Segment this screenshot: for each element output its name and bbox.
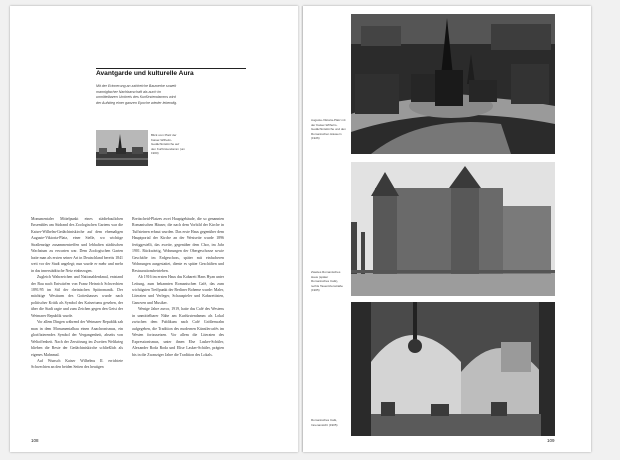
text-column-2 — [132, 216, 224, 438]
aerial-church-photo — [351, 14, 555, 154]
interior-photo-caption: Romanisches Café, Innenansicht (1905) — [311, 418, 338, 427]
lead-paragraph: Mit der Erinnerung an zahlreiche Bauwerke soweit mannigfacher Nachbarschaft als auch im unmittelbaren Umkreis des Kurfürstendamms wird der Aufstieg einer ganzen Epoche wieder lebendig. — [96, 84, 178, 105]
building-photo-caption: Zweites Romanisches Haus (später Romanisches Café), rechts Tauentzienstraße (1905) — [311, 270, 343, 293]
col1-paragraph: Monumentaler Mittelpunkt eines städtebaulichen Ensembles am Südrand des Zoologischen Gartens war die Kaiser-Wilhelm-Gedächtniskirche auf dem ehemaligen Auguste-Viktoria-Platz, einer Stelle, wo wichtige Straßenzüge zusammentreffen und lebhaften städtischen Wachstum zu erwarten war. Dem Zoologischen Garten hatte man als ersten seiner Art in Deutschland bereits 1841 weit vor der Stadt angelegt; nun wurde er mehr und mehr in das innerstädtische Netz einbezogen. — [31, 217, 123, 273]
col1-paragraph: Vor allem Dingen während der Weimarer Republik sah man in dem Monumentalbau einen Anachronismus, ein glorifizierendes Symbol der Vergangenheit, abseits von Weltoffenheit. Nach der Zerstörung im Zweiten Weltkrieg blieben die Reste der Gedächtniskirche schließlich als eigenes Mahnmal. — [31, 320, 123, 357]
aerial-photo-caption: Auguste-Viktoria-Platz mit der Kaiser-Wilhelm-Gedächtniskirche und den Romanischen Häusern (1926) — [311, 118, 346, 141]
heading-rule — [96, 68, 246, 69]
left-page — [10, 6, 298, 452]
church-thumbnail-photo — [96, 130, 148, 166]
cafe-interior-photo — [351, 302, 555, 436]
col1-paragraph: Zugleich Wahrzeichen und Nationaldenkmal, entstand der Bau nach Entwürfen von Franz Heinrich Schwechten 1891/95 im Stil der rheinischen Spätromanik. Der mächtige Westturm des Gotteshauses wurde nach politischer Kritik als Symbol des Kaisertums gesehen, der über die Stadt ragte und zum Zeichen gegen den Geist der Weimarer Republik wurde. — [31, 275, 123, 318]
col2-paragraph: Breitscheid-Platzes zwei Hauptgebäude, die so genannten Romanischen Häuser, die nach dem Vorbild der Kirche in Tuffsteinen erbaut wurden. Das erste Haus gegenüber dem Hauptportal der Kirche an der Westseite wurde 1896 fertiggestellt, das zweite, gegenüber dem Chor, im Jahr 1901. Rückwärtig, Wohnungen der Obergeschosse sowie Geschäfte im Erdgeschoss, später mit einfacheren Wohnungen ausgestattet, diente es später Geschäften und Restaurationsbetrieben. — [132, 217, 224, 273]
col2-paragraph: Ab 1916 im ersten Haus das Kabarett Hans Hyan unter Leitung, zum bekannten Romanischen Café, das zum wichtigsten Treffpunkt der Berliner Boheme wurde: Maler, Literaten und Verleger, Schauspieler und Kabarettisten, Ganoven und Musiker. — [132, 275, 224, 305]
text-column-1 — [31, 216, 123, 438]
page-number-left: 108 — [31, 438, 39, 443]
chapter-heading: Avantgarde und kulturelle Aura — [96, 70, 194, 77]
right-page — [303, 6, 591, 452]
col1-paragraph: Auf Wunsch Kaiser Wilhelms II. errichtete Schwechten an den beiden Seiten des heutigen — [31, 358, 123, 370]
thumbnail-caption: Blick vom Platz der Kaiser-Wilhelm-Gedächtniskirche auf den Kurfürstendamm (um 1900) — [151, 133, 186, 156]
romanisches-haus-photo — [351, 162, 555, 296]
page-number-right: 109 — [547, 438, 555, 443]
col2-paragraph: Wenige Jahre zuvor, 1919, hatte das Café des Westens in unmittelbarer Nähe am Kurfürstendamm als Lokal zwischen dem Publikum nach Café Größenwahn aufgegeben, die Tradition des modernen Künstlercafés im Westen fortzusetzen. Vor allem die Literaten des Expressionismus, unter ihnen Else Lasker-Schüler, Alexander Roda Roda und Elise Lasker-Schüler, prägten bis in die Zwanziger Jahre die Tradition des Lokals. — [132, 307, 224, 357]
